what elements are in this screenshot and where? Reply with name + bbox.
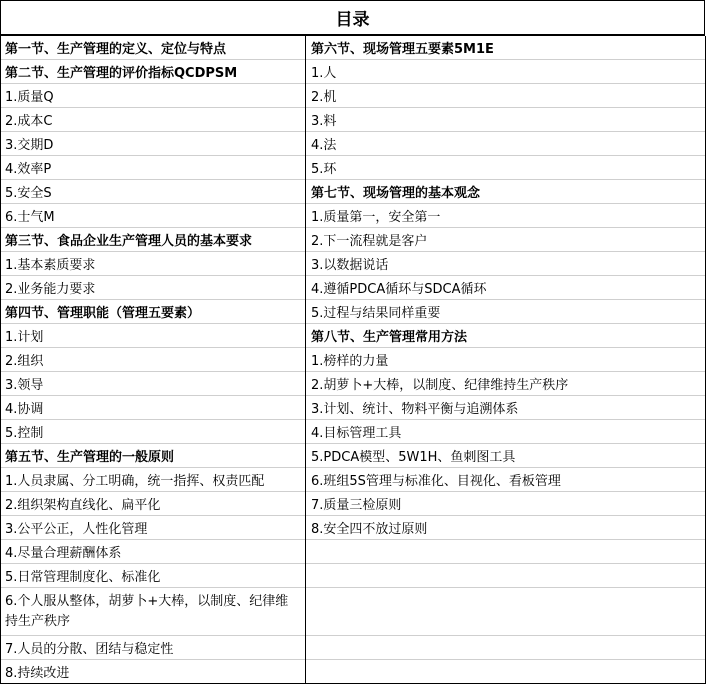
toc-item: 8.安全四不放过原则 bbox=[306, 516, 705, 540]
toc-item: 2.成本C bbox=[1, 108, 305, 132]
toc-item: 7.人员的分散、团结与稳定性 bbox=[1, 636, 305, 660]
toc-item: 2.机 bbox=[306, 84, 705, 108]
toc-item: 6.士气M bbox=[1, 204, 305, 228]
toc-item: 3.领导 bbox=[1, 372, 305, 396]
toc-item: 1.质量Q bbox=[1, 84, 305, 108]
toc-item: 5.过程与结果同样重要 bbox=[306, 300, 705, 324]
toc-section-heading: 第五节、生产管理的一般原则 bbox=[1, 444, 305, 468]
toc-right-column bbox=[306, 36, 706, 684]
toc-item: 5.环 bbox=[306, 156, 705, 180]
toc-empty-cell bbox=[306, 636, 705, 660]
toc-item: 3.交期D bbox=[1, 132, 305, 156]
toc-section-heading: 第八节、生产管理常用方法 bbox=[306, 324, 705, 348]
toc-item: 4.效率P bbox=[1, 156, 305, 180]
toc-item: 1.人 bbox=[306, 60, 705, 84]
toc-item: 3.以数据说话 bbox=[306, 252, 705, 276]
toc-item: 5.安全S bbox=[1, 180, 305, 204]
toc-section-heading: 第四节、管理职能（管理五要素） bbox=[1, 300, 305, 324]
toc-item: 4.目标管理工具 bbox=[306, 420, 705, 444]
toc-item: 2.组织 bbox=[1, 348, 305, 372]
toc-section-heading: 第七节、现场管理的基本观念 bbox=[306, 180, 705, 204]
toc-empty-cell bbox=[306, 588, 705, 636]
toc-item: 5.日常管理制度化、标准化 bbox=[1, 564, 305, 588]
toc-item: 2.下一流程就是客户 bbox=[306, 228, 705, 252]
toc-item: 3.计划、统计、物料平衡与追溯体系 bbox=[306, 396, 705, 420]
toc-item: 4.法 bbox=[306, 132, 705, 156]
toc-section-heading: 第一节、生产管理的定义、定位与特点 bbox=[1, 36, 305, 60]
toc-item: 3.公平公正，人性化管理 bbox=[1, 516, 305, 540]
toc-title: 目录 bbox=[0, 0, 705, 36]
toc-empty-cell bbox=[306, 540, 705, 564]
toc-item: 1.基本素质要求 bbox=[1, 252, 305, 276]
toc-item: 6.个人服从整体，胡萝卜+大棒，以制度、纪律维持生产秩序 bbox=[1, 588, 305, 636]
toc-item: 5.控制 bbox=[1, 420, 305, 444]
toc-item: 1.人员隶属、分工明确，统一指挥、权责匹配 bbox=[1, 468, 305, 492]
toc-item: 2.胡萝卜+大棒，以制度、纪律维持生产秩序 bbox=[306, 372, 705, 396]
toc-item: 7.质量三检原则 bbox=[306, 492, 705, 516]
toc-section-heading: 第三节、食品企业生产管理人员的基本要求 bbox=[1, 228, 305, 252]
toc-empty-cell bbox=[306, 564, 705, 588]
toc-empty-cell bbox=[306, 660, 705, 684]
toc-item: 2.组织架构直线化、扁平化 bbox=[1, 492, 305, 516]
toc-section-heading: 第六节、现场管理五要素5M1E bbox=[306, 36, 705, 60]
toc-item: 4.尽量合理薪酬体系 bbox=[1, 540, 305, 564]
toc-section-heading: 第二节、生产管理的评价指标QCDPSM bbox=[1, 60, 305, 84]
toc-item: 3.料 bbox=[306, 108, 705, 132]
toc-item: 6.班组5S管理与标准化、目视化、看板管理 bbox=[306, 468, 705, 492]
toc-item: 4.遵循PDCA循环与SDCA循环 bbox=[306, 276, 705, 300]
toc-item: 4.协调 bbox=[1, 396, 305, 420]
toc-left-column bbox=[0, 36, 306, 684]
toc-item: 1.质量第一，安全第一 bbox=[306, 204, 705, 228]
toc-item: 1.榜样的力量 bbox=[306, 348, 705, 372]
toc-item: 1.计划 bbox=[1, 324, 305, 348]
toc-item: 8.持续改进 bbox=[1, 660, 305, 684]
toc-item: 2.业务能力要求 bbox=[1, 276, 305, 300]
toc-item: 5.PDCA模型、5W1H、鱼刺图工具 bbox=[306, 444, 705, 468]
